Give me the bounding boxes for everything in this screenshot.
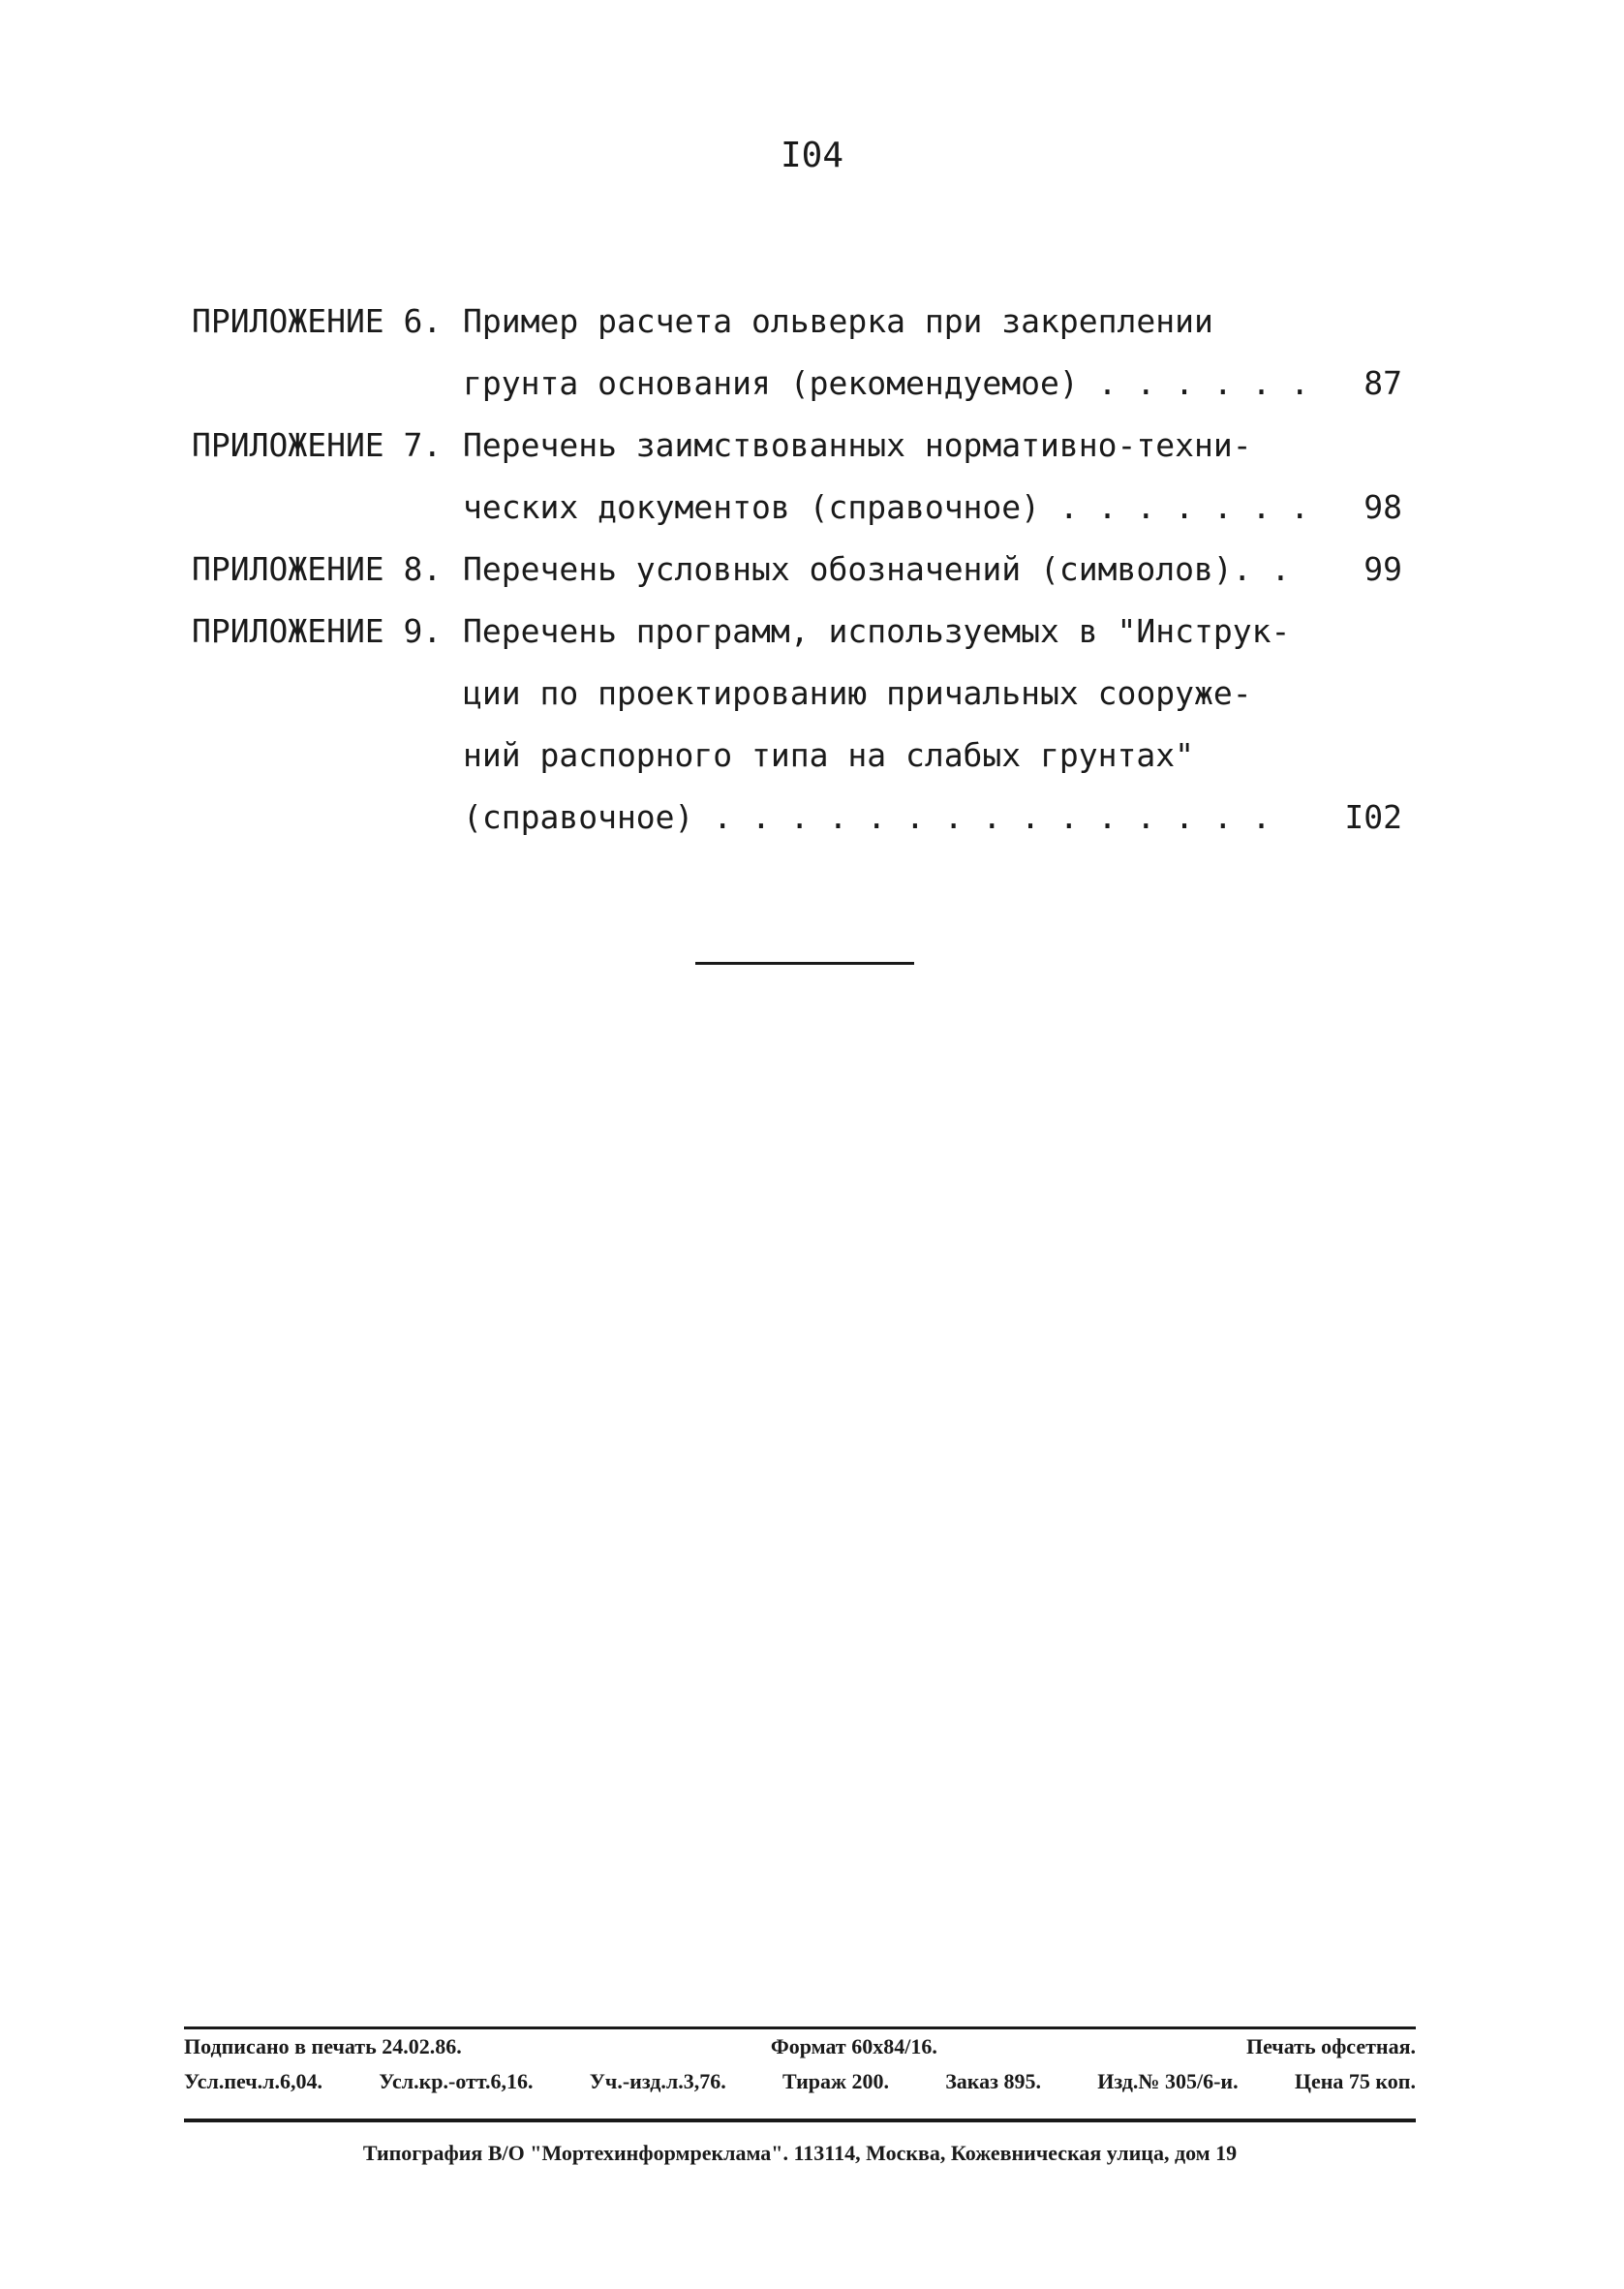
toc-label: ПРИЛОЖЕНИЕ 9. <box>192 612 443 650</box>
publisher-sheets: Уч.-изд.л.3,76. <box>589 2069 726 2093</box>
toc-line <box>192 477 1412 539</box>
toc-text: Перечень условных обозначений (символов). . <box>463 550 1291 588</box>
toc-text: Перечень программ, используемых в "Инструк- <box>463 612 1291 650</box>
toc-line <box>192 663 1412 725</box>
color-prints: Усл.кр.-отт.6,16. <box>379 2069 534 2093</box>
colophon-row-2 <box>184 2064 1416 2099</box>
toc-text: ний распорного типа на слабых грунтах" <box>463 736 1194 774</box>
toc-page-number: I02 <box>1344 798 1402 836</box>
colophon <box>184 2026 1416 2173</box>
toc-text: ческих документов (справочное) . . . . . . . <box>463 488 1310 526</box>
print-run: Тираж 200. <box>781 2069 889 2093</box>
toc-entry-appendix-9 <box>192 601 1412 849</box>
toc-text: Перечень заимствованных нормативно-техни- <box>463 426 1252 464</box>
toc-line <box>192 415 1412 477</box>
print-sheets: Усл.печ.л.6,04. <box>184 2069 323 2093</box>
price: Цена 75 коп. <box>1294 2069 1416 2093</box>
publication-number: Изд.№ 305/6-и. <box>1097 2069 1239 2093</box>
toc-line <box>192 539 1412 601</box>
toc-text: Пример расчета ольверка при закреплении <box>463 302 1213 340</box>
printer-info: Типография В/О "Мортехинформреклама". 113114, Москва, Кожевническая улица, дом 19 <box>362 2141 1238 2165</box>
page-number: I04 <box>780 136 844 175</box>
table-of-contents <box>192 291 1412 849</box>
toc-entry-appendix-7 <box>192 415 1412 539</box>
toc-page-number: 98 <box>1364 488 1402 526</box>
toc-page-number: 99 <box>1364 550 1402 588</box>
colophon-bottom-rule <box>184 2119 1416 2122</box>
toc-line <box>192 601 1412 663</box>
toc-label: ПРИЛОЖЕНИЕ 8. <box>192 550 443 588</box>
print-type: Печать офсетная. <box>1245 2034 1416 2058</box>
toc-text: ции по проектированию причальных сооруже- <box>463 674 1252 712</box>
section-divider <box>695 962 914 965</box>
toc-label: ПРИЛОЖЕНИЕ 6. <box>192 302 443 340</box>
toc-text: грунта основания (рекомендуемое) . . . . . . <box>463 364 1310 402</box>
signed-for-print: Подписано в печать 24.02.86. <box>184 2034 462 2058</box>
order-number: Заказ 895. <box>945 2069 1041 2093</box>
toc-page-number: 87 <box>1364 364 1402 402</box>
toc-line <box>192 725 1412 787</box>
format: Формат 60х84/16. <box>770 2034 937 2058</box>
toc-entry-appendix-8 <box>192 539 1412 601</box>
toc-entry-appendix-6 <box>192 291 1412 415</box>
toc-line <box>192 787 1412 849</box>
colophon-row-1 <box>184 2029 1416 2064</box>
toc-line <box>192 353 1412 415</box>
toc-line <box>192 291 1412 353</box>
toc-text: (справочное) . . . . . . . . . . . . . . . <box>463 798 1272 836</box>
toc-label: ПРИЛОЖЕНИЕ 7. <box>192 426 443 464</box>
